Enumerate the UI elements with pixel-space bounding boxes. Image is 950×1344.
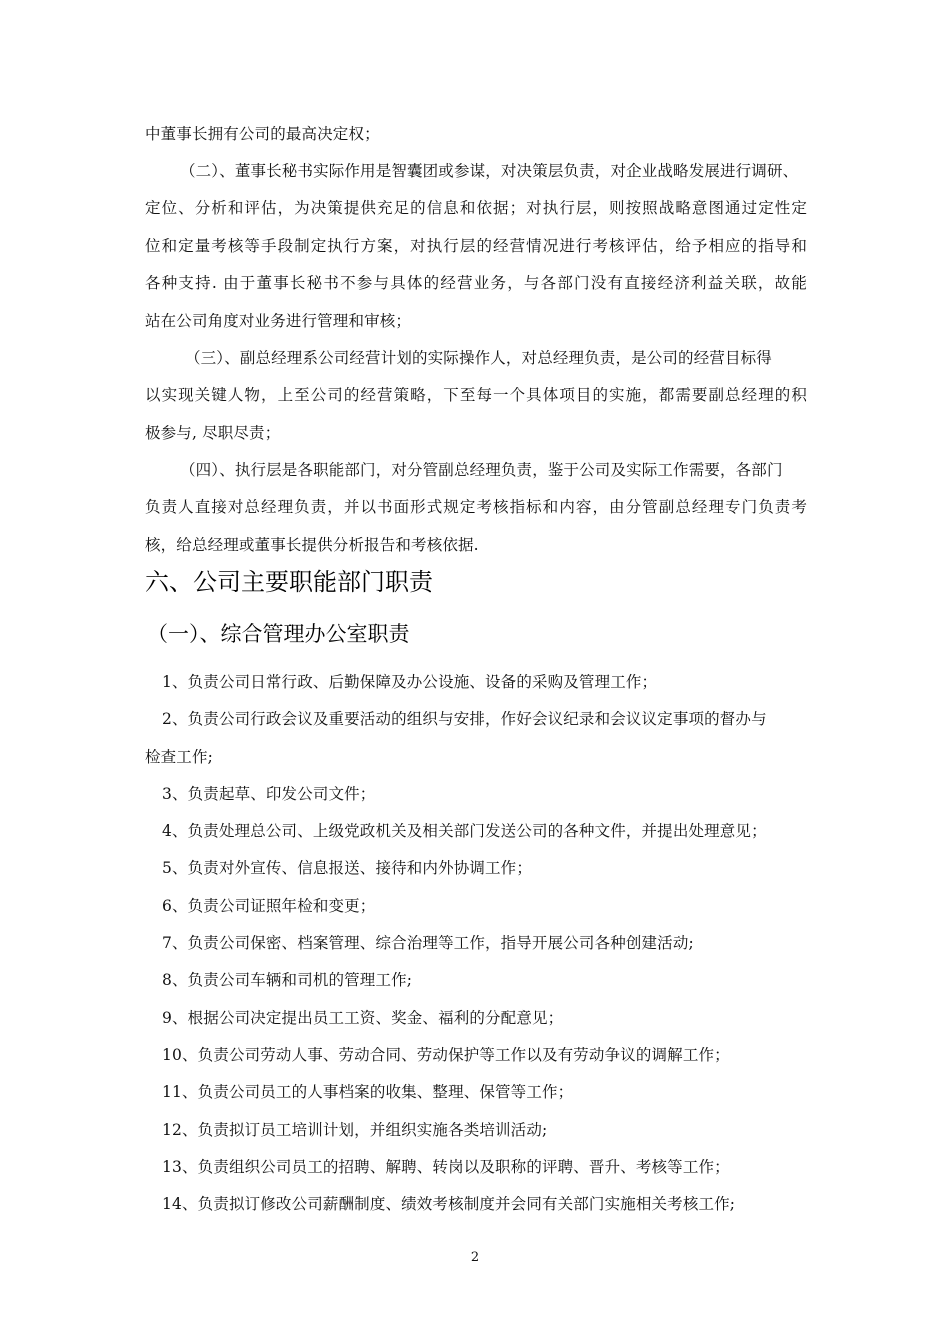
- page-number: 2: [470, 1250, 480, 1265]
- list-item: 2、负责公司行政会议及重要活动的组织与安排，作好会议纪录和会议议定事项的督办与: [162, 710, 767, 728]
- text-line: 以实现关键人物，上至公司的经营策略，下至每一个具体项目的实施，都需要副总经理的积: [145, 386, 807, 404]
- text-line: （三）、副总经理系公司经营计划的实际操作人，对总经理负责，是公司的经营目标得: [185, 349, 772, 367]
- list-item: 10、负责公司劳动人事、劳动合同、劳动保护等工作以及有劳动争议的调解工作；: [162, 1046, 730, 1064]
- section-heading: 六、公司主要职能部门职责: [145, 568, 433, 596]
- list-item: 13、负责组织公司员工的招聘、解聘、转岗以及职称的评聘、晋升、考核等工作；: [162, 1158, 730, 1176]
- list-item: 5、负责对外宣传、信息报送、接待和内外协调工作；: [162, 859, 532, 877]
- list-item: 3、负责起草、印发公司文件；: [162, 785, 376, 803]
- list-item: 8、负责公司车辆和司机的管理工作;: [162, 971, 413, 989]
- list-item: 14、负责拟订修改公司薪酬制度、绩效考核制度并会同有关部门实施相关考核工作;: [162, 1195, 736, 1213]
- text-line: 极参与, 尽职尽责；: [145, 424, 281, 442]
- subsection-heading: （一）、综合管理办公室职责: [147, 622, 410, 646]
- text-line: 位和定量考核等手段制定执行方案，对执行层的经营情况进行考核评估，给予相应的指导和: [145, 237, 807, 255]
- text-line: 站在公司角度对业务进行管理和审核；: [145, 312, 412, 330]
- text-line: （二）、董事长秘书实际作用是智囊团或参谋，对决策层负责，对企业战略发展进行调研、: [180, 162, 799, 180]
- text-line: 定位、分析和评估，为决策提供充足的信息和依据；对执行层，则按照战略意图通过定性定: [145, 199, 807, 217]
- list-item: 检查工作;: [145, 748, 213, 766]
- text-line: 各种支持. 由于董事长秘书不参与具体的经营业务，与各部门没有直接经济利益关联，故能: [145, 274, 807, 292]
- list-item: 1、负责公司日常行政、后勤保障及办公设施、设备的采购及管理工作；: [162, 673, 658, 691]
- text-line: 中董事长拥有公司的最高决定权；: [145, 125, 380, 143]
- text-line: 负责人直接对总经理负责，并以书面形式规定考核指标和内容，由分管副总经理专门负责考: [145, 498, 807, 516]
- list-item: 4、负责处理总公司、上级党政机关及相关部门发送公司的各种文件，并提出处理意见；: [162, 822, 767, 840]
- text-line: 核，给总经理或董事长提供分析报告和考核依据.: [145, 536, 479, 554]
- list-item: 11、负责公司员工的人事档案的收集、整理、保管等工作；: [162, 1083, 574, 1101]
- list-item: 12、负责拟订员工培训计划，并组织实施各类培训活动;: [162, 1121, 548, 1139]
- list-item: 9、根据公司决定提出员工工资、奖金、福利的分配意见；: [162, 1009, 564, 1027]
- list-item: 6、负责公司证照年检和变更；: [162, 897, 376, 915]
- list-item: 7、负责公司保密、档案管理、综合治理等工作，指导开展公司各种创建活动;: [162, 934, 694, 952]
- text-line: （四）、执行层是各职能部门，对分管副总经理负责，鉴于公司及实际工作需要，各部门: [180, 461, 783, 479]
